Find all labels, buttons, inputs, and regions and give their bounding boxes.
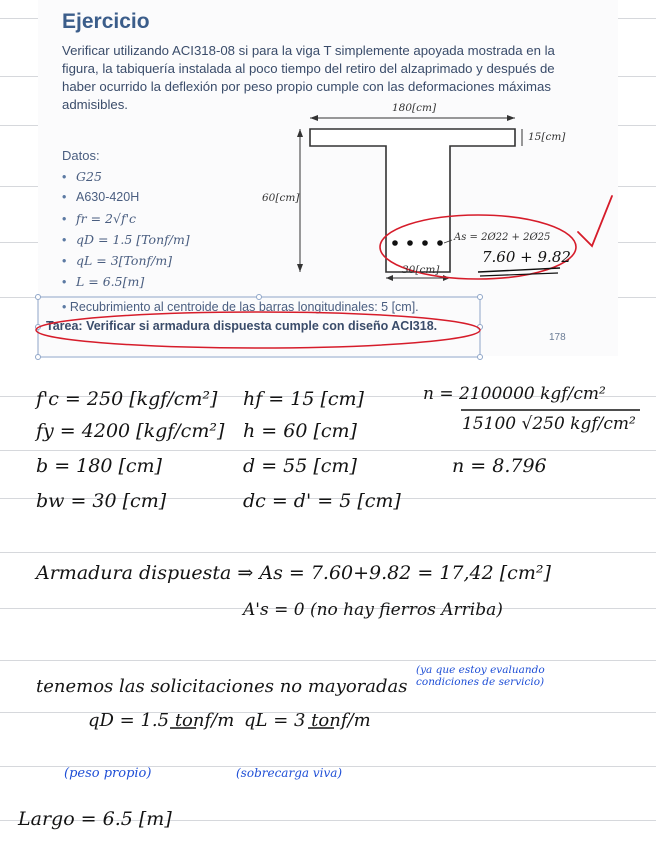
note-d: d = 55 [cm] xyxy=(243,455,357,477)
red-oval-tarea xyxy=(36,312,480,348)
note-largo: Largo = 6.5 [m] xyxy=(18,808,172,830)
slide-title: Ejercicio xyxy=(62,10,150,33)
note-sobrecarga: (sobrecarga viva) xyxy=(236,766,343,780)
recubrimiento-text: • Recubrimiento al centroide de las barras longitudinales: 5 [cm]. xyxy=(62,300,419,314)
note-ql: qL = 3 tonf/m xyxy=(244,710,371,731)
handwritten-bars: 7.60 + 9.82 xyxy=(482,248,571,266)
note-solicitaciones: tenemos las solicitaciones no mayoradas xyxy=(36,676,408,697)
selection-handle xyxy=(257,295,262,300)
height-label: 60[cm] xyxy=(262,192,300,204)
selection-handle xyxy=(36,295,41,300)
red-check-mark xyxy=(578,196,612,246)
bullet-item: • qD = 1.5 [Tonf/m] xyxy=(62,232,190,247)
bullet-item: • G25 xyxy=(62,169,102,184)
note-n-denominator: 15100 √250 kgf/cm² xyxy=(462,414,636,434)
note-as-prime: A's = 0 (no hay fierros Arriba) xyxy=(243,600,503,620)
bullet-item: • A630-420H xyxy=(62,190,140,204)
note-fy: fy = 4200 [kgf/cm²] xyxy=(36,420,225,442)
tarea-text: Tarea: Verificar si armadura dispuesta cumple con diseño ACI318. xyxy=(46,319,438,333)
rebar xyxy=(422,240,428,246)
datos-label: Datos: xyxy=(62,148,100,163)
note-n-value: n = 8.796 xyxy=(452,455,547,477)
slide-paragraph: Verificar utilizando ACI318-08 si para la viga T simplemente apoyada mostrada en la figura, la tabiquería instalada al poco tiempo del retiro del alzaprimado y después de haber ocurrido la deflexión por peso propio cumple con las deformaciones máximas admisibles. xyxy=(62,43,555,112)
width-label: 180[cm] xyxy=(392,102,437,114)
web-label: 30[cm] xyxy=(402,264,440,276)
note-h: h = 60 [cm] xyxy=(243,420,357,442)
note-n-numerator: n = 2100000 kgf/cm² xyxy=(423,384,606,404)
bars-label: As = 2Ø22 + 2Ø25 xyxy=(454,232,551,243)
bullet-item: • qL = 3[Tonf/m] xyxy=(62,253,173,268)
rebar xyxy=(437,240,443,246)
note-solicitaciones-aside: (ya que estoy evaluando condiciones de servicio) xyxy=(416,664,545,688)
note-b: b = 180 [cm] xyxy=(36,455,162,477)
page-number: 178 xyxy=(549,332,566,343)
selection-handle xyxy=(478,355,483,360)
rebar xyxy=(407,240,413,246)
note-armadura: Armadura dispuesta ⇒ As = 7.60+9.82 = 17,42 [cm²] xyxy=(36,562,551,584)
note-bw: bw = 30 [cm] xyxy=(36,490,167,512)
selection-handle xyxy=(478,295,483,300)
bullet-item: • L = 6.5[m] xyxy=(62,274,145,289)
note-dc: dc = d' = 5 [cm] xyxy=(243,490,401,512)
selection-handle xyxy=(36,355,41,360)
note-qd: qD = 1.5 tonf/m xyxy=(88,710,235,731)
rebar xyxy=(392,240,398,246)
bullet-item: • fr = 2√f'c xyxy=(62,211,137,226)
note-hf: hf = 15 [cm] xyxy=(243,388,364,410)
note-peso-propio: (peso propio) xyxy=(64,766,152,781)
flange-label: 15[cm] xyxy=(528,131,566,143)
note-fc: f'c = 250 [kgf/cm²] xyxy=(36,388,218,410)
